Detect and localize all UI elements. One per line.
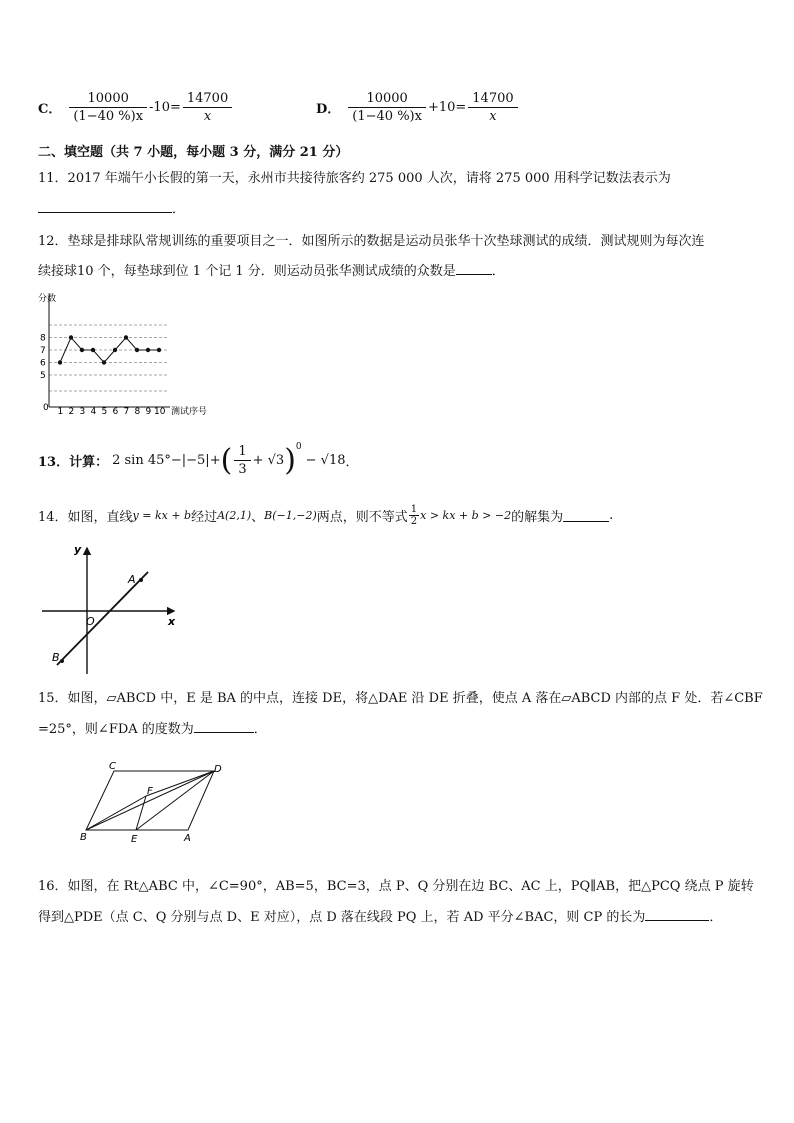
question-14: 14．如图，直线 y = kx + b 经过 A(2,1) 、 B(−1,−2) 两点，则不等式 $\frac{1}{2}$ x > kx + b > −2 的解集为 . (38, 503, 614, 527)
segment-fd (146, 771, 214, 796)
x-tick-label: 4 (90, 407, 97, 417)
line-graph-figure (40, 540, 180, 676)
segment-bd (86, 771, 214, 830)
data-point (157, 348, 161, 352)
fraction-one-third: $\frac{1}{3}$ (234, 444, 250, 477)
data-point (58, 360, 62, 364)
question-15-line1: 15．如图，▱ABCD 中，E 是 BA 的中点，连接 DE，将△DAE 沿 DE 折叠，使点 A 落在▱ABCD 内部的点 F 处．若∠CBF (38, 691, 763, 706)
option-d-label: D． (316, 101, 341, 117)
x-tick-label: 1 (57, 407, 64, 417)
x-axis-label: 测试序号 (171, 407, 208, 417)
question-11: 11．2017 年端午小长假的第一天，永州市共接待旅客约 275 000 人次，请将 275 000 用科学记数法表示为 (38, 171, 671, 186)
vertex-a-label: A (184, 833, 191, 844)
point-f-label: F (147, 786, 153, 797)
fraction-one-half: $\frac{1}{2}$ (410, 503, 418, 527)
y-tick-label: 6 (40, 358, 46, 369)
origin-label: O (86, 615, 95, 628)
question-12-line2: 续接球10 个，每垫球到位 1 个记 1 分．则运动员张华测试成绩的众数是 ． (38, 264, 505, 279)
option-c-fraction: $\frac{10000}{(1-40 \%)x}$ (69, 91, 147, 124)
point-a-label: A (128, 573, 136, 586)
x-tick-label: 9 (145, 407, 152, 417)
x-tick-label: 8 (134, 407, 141, 417)
data-point (135, 348, 139, 352)
option-c: C． $\frac{10000}{(1-40 \%)x}$ -10= $\frac{14700}{x}$ (38, 84, 234, 130)
close-paren: ) (284, 442, 296, 478)
y-tick-label: 0 (43, 403, 49, 413)
x-tick-label: 2 (68, 407, 75, 417)
point-b-label: B (52, 651, 60, 664)
x-tick-label: 7 (123, 407, 130, 417)
question-12-line1: 12．垫球是排球队常规训练的重要项目之一．如图所示的数据是运动员张华十次垫球测试的成绩．测试规则为每次连 (38, 234, 705, 249)
answer-blank (645, 908, 709, 921)
vertex-c-label: C (109, 761, 116, 772)
vertex-b-label: B (80, 832, 87, 843)
point-e-label: E (131, 834, 138, 844)
answer-blank (563, 509, 609, 522)
data-point (124, 335, 128, 339)
data-point (146, 348, 150, 352)
data-point (102, 360, 106, 364)
answer-blank (194, 720, 254, 733)
option-d: D． $\frac{10000}{(1-40 \%)x}$ +10= $\frac{14700}{x}$ (316, 84, 520, 130)
x-tick-label: 3 (79, 407, 86, 417)
question-15-line2: =25°，则∠FDA 的度数为 ． (38, 722, 267, 737)
x-tick-label: 6 (112, 407, 119, 417)
data-point (69, 335, 73, 339)
question-11-answer: ． (38, 198, 185, 217)
option-d-fraction: $\frac{10000}{(1-40 \%)x}$ (348, 91, 426, 124)
data-point (113, 348, 117, 352)
answer-blank (38, 198, 172, 213)
answer-blank (456, 262, 492, 275)
y-tick-label: 8 (40, 333, 46, 344)
data-point (80, 348, 84, 352)
x-tick-label: 5 (101, 407, 108, 417)
segment-ed (136, 771, 214, 830)
option-c-label: C． (38, 101, 62, 117)
section-title: 二、填空题（共 7 小题，每小题 3 分，满分 21 分） (38, 145, 349, 160)
score-line-chart (30, 288, 230, 420)
data-point (91, 348, 95, 352)
vertex-d-label: D (214, 764, 222, 775)
option-d-rhs: $\frac{14700}{x}$ (468, 91, 517, 124)
y-axis-label: 分数 (38, 294, 57, 304)
option-c-rhs: $\frac{14700}{x}$ (183, 91, 232, 124)
parallelogram-figure (76, 760, 236, 844)
y-tick-label: 5 (40, 371, 46, 381)
point-a (139, 578, 143, 582)
y-label: y (74, 543, 82, 556)
x-label: x (168, 615, 176, 628)
open-paren: ( (220, 442, 233, 478)
question-16-line1: 16．如图，在 Rt△ABC 中，∠C=90°，AB=5，BC=3，点 P、Q 分别在边 BC、AC 上，PQ∥AB，把△PCQ 绕点 P 旋转 (38, 879, 754, 894)
question-13: 13．计算： 2 sin 45°−|−5|+ ( $\frac{1}{3}$ + √3 ) 0 − √18 ． (38, 442, 359, 478)
y-tick-label: 7 (40, 346, 46, 356)
question-16-line2: 得到△PDE（点 C、Q 分别与点 D、E 对应），点 D 落在线段 PQ 上，若 AD 平分∠BAC，则 CP 的长为 ． (38, 910, 723, 925)
point-b (60, 659, 64, 663)
x-tick-label: 10 (154, 407, 166, 417)
